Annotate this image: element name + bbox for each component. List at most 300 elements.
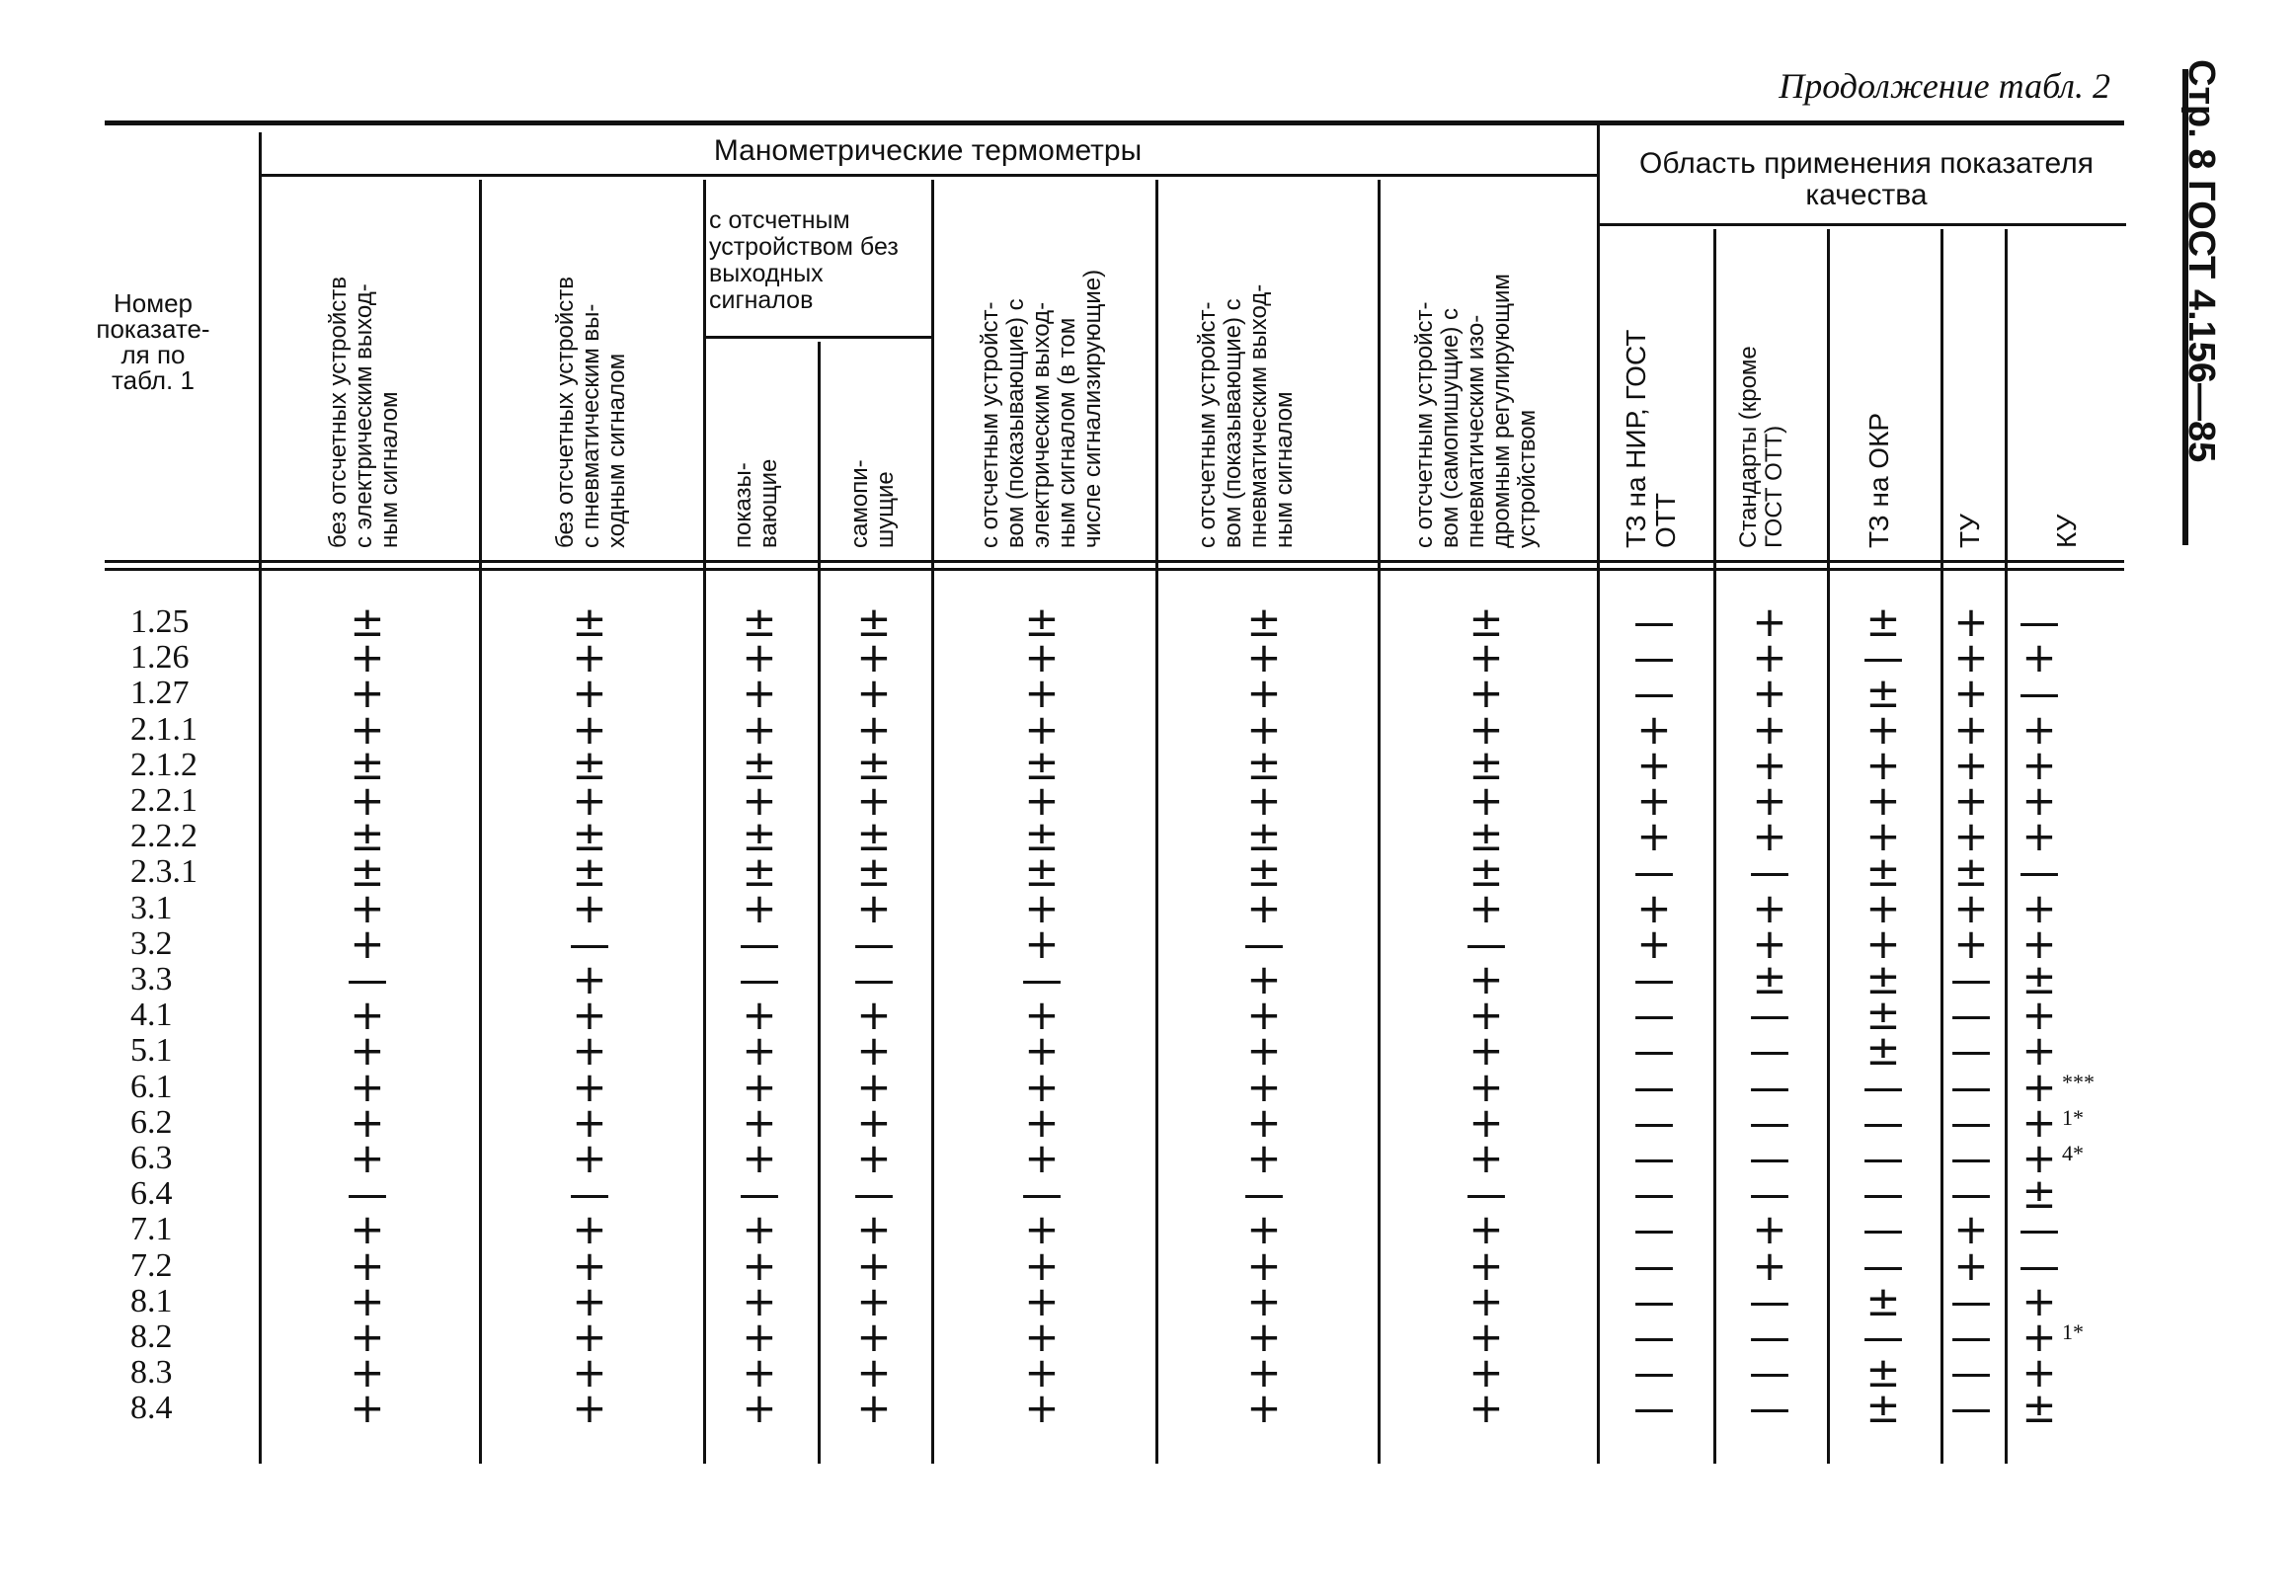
footnote-mark: *** (2062, 1069, 2095, 1094)
table-cell: — (1950, 1134, 1992, 1182)
table-cell: ± (1246, 598, 1282, 646)
table-cell: ± (856, 740, 892, 789)
table-cell: + (1246, 633, 1282, 682)
table-cell: + (742, 633, 777, 682)
table-cell: — (1633, 847, 1675, 897)
table-cell: + (1024, 1062, 1060, 1111)
table-cell: + (856, 1205, 892, 1254)
table-cell: — (1749, 1062, 1790, 1111)
table-cell: + (1246, 1384, 1282, 1433)
table-cell: + (2021, 991, 2057, 1040)
table-cell: + (1468, 704, 1504, 754)
table-cell: + (1468, 1062, 1504, 1111)
row-number: 4.1 (130, 997, 173, 1034)
table-cell: — (853, 918, 895, 968)
table-cell: ± (1246, 812, 1282, 861)
table-cell: — (1633, 1169, 1675, 1219)
table-cell: — (1465, 918, 1507, 968)
table-cell: + (2021, 740, 2057, 789)
row-number: 7.2 (130, 1246, 173, 1284)
table-cell: — (1950, 1348, 1992, 1397)
table-cell: + (856, 991, 892, 1040)
table-cell: + (2021, 633, 2057, 682)
row-number-header: Номер показате- ля по табл. 1 (96, 288, 210, 395)
table-cell: + (742, 776, 777, 825)
table-cell: — (1950, 1169, 1992, 1219)
table-cell: — (1749, 1348, 1790, 1397)
table-cell: ± (2021, 1384, 2057, 1433)
table-cell: ± (1468, 847, 1504, 897)
table-cell: + (350, 669, 385, 718)
table-cell: + (1024, 883, 1060, 932)
table-cell: ± (572, 812, 607, 861)
table-cell: + (2021, 704, 2057, 754)
table-cell: + (742, 883, 777, 932)
table-cell: + (1752, 883, 1787, 932)
footnote-mark: 1* (2062, 1319, 2084, 1344)
table-cell: + (2021, 1348, 2057, 1397)
row-number: 2.1.1 (130, 710, 198, 748)
table-cell: + (350, 1348, 385, 1397)
table-cell: + (856, 1348, 892, 1397)
table-cell: + (1468, 633, 1504, 682)
table-cell: + (350, 1205, 385, 1254)
table-cell: — (1950, 1384, 1992, 1433)
table-cell: + (572, 1026, 607, 1076)
table-cell: + (350, 633, 385, 682)
table-cell: ± (572, 598, 607, 646)
table-cell: + (572, 704, 607, 754)
table-cell: — (1633, 1062, 1675, 1111)
row-number: 3.3 (130, 961, 173, 998)
table-cell: + (572, 1348, 607, 1397)
table-cell: ± (1865, 847, 1901, 897)
table-cell: + (1752, 1240, 1787, 1290)
table-cell: + (1024, 991, 1060, 1040)
table-cell: + (350, 1097, 385, 1147)
table-cell: + (1246, 883, 1282, 932)
table-cell: + (1752, 598, 1787, 646)
table-cell: ± (1246, 740, 1282, 789)
footnote-mark: 4* (2062, 1141, 2084, 1165)
table-cell: + (350, 991, 385, 1040)
table-cell: + (1953, 598, 1989, 646)
row-number: 8.1 (130, 1282, 173, 1319)
table-cell: ± (350, 740, 385, 789)
table-cell: + (1865, 740, 1901, 789)
table-cell: — (2019, 598, 2060, 646)
table-cell: + (1953, 883, 1989, 932)
table-cell: ± (1246, 847, 1282, 897)
table-cell: + (350, 918, 385, 968)
table-cell: — (1633, 1240, 1675, 1290)
table-cell: + (856, 669, 892, 718)
table-cell: — (1950, 1026, 1992, 1076)
col-divider (1378, 180, 1381, 1464)
table-cell: + (1468, 1134, 1504, 1182)
col-header-7: с отсчетным устройст- вом (самопишущие) с пневматическим изо- дромным регулирующим устройством (1411, 274, 1541, 548)
group-left-rule (259, 174, 1597, 177)
col-divider (703, 180, 706, 1464)
table-cell: + (572, 669, 607, 718)
table-cell: — (347, 1169, 388, 1219)
table-cell: ± (1865, 1384, 1901, 1433)
table-cell: + (1468, 1348, 1504, 1397)
table-cell: — (1633, 1384, 1675, 1433)
table-cell: + (1246, 1313, 1282, 1361)
table-cell: + (572, 955, 607, 1003)
table-cell: + (350, 1026, 385, 1076)
table-cell: + (1468, 1026, 1504, 1076)
table-cell: + (1024, 1240, 1060, 1290)
table-cell: + (856, 704, 892, 754)
col-divider (818, 342, 821, 1464)
table-cell: + (1752, 812, 1787, 861)
side-header-text: Стр. 8 ГОСТ 4.156—85 (2180, 59, 2222, 463)
table-cell: + (856, 1276, 892, 1325)
table-cell: + (742, 1313, 777, 1361)
table-cell: + (572, 1062, 607, 1111)
col-divider (259, 132, 262, 1464)
table-cell: + (2021, 1062, 2057, 1111)
table-cell: + (1024, 1097, 1060, 1147)
table-cell: + (742, 991, 777, 1040)
table-cell: + (1752, 740, 1787, 789)
table-cell: + (572, 776, 607, 825)
table-cell: ± (1865, 1026, 1901, 1076)
table-cell: — (1862, 1134, 1904, 1182)
table-cell: + (350, 883, 385, 932)
table-cell: — (1862, 1097, 1904, 1147)
table-cell: + (856, 633, 892, 682)
table-top-rule (105, 120, 2124, 125)
table-cell: + (572, 1384, 607, 1433)
table-cell: + (1953, 918, 1989, 968)
table-cell: + (1246, 1097, 1282, 1147)
table-cell: — (2019, 1240, 2060, 1290)
col-divider (1827, 229, 1830, 1464)
table-cell: — (1021, 1169, 1063, 1219)
table-cell: ± (1953, 847, 1989, 897)
table-cell: + (2021, 883, 2057, 932)
table-cell: + (2021, 1276, 2057, 1325)
row-number: 8.3 (130, 1354, 173, 1392)
row-number: 8.2 (130, 1318, 173, 1355)
table-cell: — (853, 1169, 895, 1219)
table-cell: + (1953, 669, 1989, 718)
table-cell: + (1752, 633, 1787, 682)
table-cell: — (1633, 1026, 1675, 1076)
table-cell: — (1633, 598, 1675, 646)
subgroup-counting-title: с отсчетным устройством без выходных сигналов (709, 206, 899, 314)
table-cell: + (2021, 1097, 2057, 1147)
table-cell: — (1862, 1169, 1904, 1219)
table-cell: + (1468, 776, 1504, 825)
table-cell: + (1953, 633, 1989, 682)
table-cell: ± (1024, 598, 1060, 646)
table-cell: + (572, 1097, 607, 1147)
table-cell: + (572, 1205, 607, 1254)
table-cell: — (1021, 955, 1063, 1003)
header-bottom-rule-2 (105, 568, 2124, 571)
table-cell: ± (1865, 955, 1901, 1003)
col-header-4: самопи- шущие (846, 459, 899, 548)
table-cell: — (1633, 1313, 1675, 1361)
row-number: 7.1 (130, 1211, 173, 1248)
table-cell: + (2021, 918, 2057, 968)
table-cell: + (572, 991, 607, 1040)
table-cell: + (1865, 883, 1901, 932)
table-cell: ± (2021, 955, 2057, 1003)
table-cell: + (856, 1240, 892, 1290)
row-number: 1.27 (130, 675, 190, 712)
table-cell: + (350, 1276, 385, 1325)
table-cell: ± (1024, 740, 1060, 789)
table-cell: + (1024, 633, 1060, 682)
col-divider (1597, 120, 1600, 1464)
table-continuation-caption: Продолжение табл. 2 (1779, 66, 2110, 106)
table-cell: + (572, 1240, 607, 1290)
col-header-3: показы- вающие (730, 458, 782, 548)
col-header-6: с отсчетным устройст- вом (показывающие) с пневматическим выход- ным сигналом (1194, 283, 1298, 548)
table-cell: — (1749, 1026, 1790, 1076)
table-cell: + (350, 1062, 385, 1111)
table-cell: — (1749, 1384, 1790, 1433)
table-cell: — (1950, 1276, 1992, 1325)
col-divider (479, 180, 482, 1464)
table-cell: + (856, 1062, 892, 1111)
row-number: 8.4 (130, 1390, 173, 1427)
table-cell: + (1246, 1348, 1282, 1397)
table-cell: ± (1865, 598, 1901, 646)
table-cell: + (1953, 776, 1989, 825)
row-number: 6.1 (130, 1068, 173, 1105)
table-cell: ± (1468, 740, 1504, 789)
table-cell: — (2019, 1205, 2060, 1254)
table-cell: — (1749, 1276, 1790, 1325)
table-cell: + (2021, 1313, 2057, 1361)
table-cell: — (1633, 633, 1675, 682)
table-cell: + (1024, 704, 1060, 754)
table-cell: — (1862, 633, 1904, 682)
table-cell: ± (350, 847, 385, 897)
col-divider (1155, 180, 1158, 1464)
row-number: 2.2.1 (130, 782, 198, 819)
table-cell: ± (1468, 812, 1504, 861)
table-cell: + (742, 1062, 777, 1111)
table-cell: + (1636, 883, 1672, 932)
table-cell: + (1468, 955, 1504, 1003)
table-cell: + (1953, 740, 1989, 789)
table-cell: + (1953, 812, 1989, 861)
table-cell: — (1633, 991, 1675, 1040)
table-cell: — (1633, 1348, 1675, 1397)
table-cell: + (1953, 1205, 1989, 1254)
table-cell: + (1468, 1313, 1504, 1361)
table-cell: + (1752, 704, 1787, 754)
table-cell: + (1024, 1384, 1060, 1433)
table-cell: — (1633, 669, 1675, 718)
table-cell: + (1246, 1205, 1282, 1254)
table-cell: — (1862, 1062, 1904, 1111)
table-cell: + (742, 1348, 777, 1397)
table-cell: + (1752, 918, 1787, 968)
table-cell: + (1636, 704, 1672, 754)
table-cell: + (1468, 1384, 1504, 1433)
table-cell: ± (1024, 847, 1060, 897)
row-number: 2.2.2 (130, 818, 198, 855)
table-cell: + (350, 776, 385, 825)
table-cell: — (853, 955, 895, 1003)
table-cell: + (1636, 918, 1672, 968)
table-cell: + (1752, 1205, 1787, 1254)
table-cell: + (1246, 955, 1282, 1003)
table-cell: ± (856, 847, 892, 897)
row-number: 1.26 (130, 639, 190, 677)
group-title-application: Область применения показателя качества (1639, 147, 2094, 211)
table-cell: — (1749, 991, 1790, 1040)
footnote-mark: 1* (2062, 1104, 2084, 1130)
table-cell: + (2021, 1134, 2057, 1182)
col-header-8: ТЗ на НИР, ГОСТ ОТТ (1621, 329, 1681, 548)
table-cell: — (1950, 1097, 1992, 1147)
row-number: 2.3.1 (130, 853, 198, 891)
table-cell: + (742, 1205, 777, 1254)
table-cell: — (1633, 1134, 1675, 1182)
table-cell: + (1246, 1026, 1282, 1076)
table-cell: — (1862, 1313, 1904, 1361)
table-cell: ± (856, 598, 892, 646)
table-cell: — (1749, 1169, 1790, 1219)
table-cell: ± (572, 740, 607, 789)
table-cell: ± (2021, 1169, 2057, 1219)
table-cell: + (1246, 1240, 1282, 1290)
table-cell: + (1636, 740, 1672, 789)
table-cell: + (1865, 918, 1901, 968)
table-cell: + (2021, 1026, 2057, 1076)
row-number: 5.1 (130, 1032, 173, 1070)
row-number: 2.1.2 (130, 746, 198, 783)
table-cell: + (1246, 1276, 1282, 1325)
group-title-manometric: Манометрические термометры (713, 134, 1143, 167)
table-cell: + (1752, 776, 1787, 825)
table-cell: — (739, 955, 780, 1003)
table-cell: + (742, 1026, 777, 1076)
table-cell: + (1024, 776, 1060, 825)
table-cell: + (1024, 918, 1060, 968)
table-cell: + (350, 704, 385, 754)
table-cell: ± (742, 598, 777, 646)
table-cell: + (742, 1097, 777, 1147)
group-right-rule (1597, 223, 2126, 226)
table-cell: + (1024, 1313, 1060, 1361)
col-header-1: без отсчетных устройств с электрическим выход- ным сигналом (325, 276, 403, 548)
row-number: 1.25 (130, 603, 190, 640)
table-cell: + (1468, 1097, 1504, 1147)
table-cell: + (856, 1026, 892, 1076)
table-cell: + (1865, 704, 1901, 754)
table-cell: + (1246, 704, 1282, 754)
table-cell: + (856, 883, 892, 932)
row-number: 3.1 (130, 889, 173, 926)
table-cell: + (742, 1134, 777, 1182)
table-cell: — (1633, 1276, 1675, 1325)
table-cell: ± (1865, 991, 1901, 1040)
table-cell: + (1246, 776, 1282, 825)
table-cell: + (1865, 812, 1901, 861)
table-cell: + (1468, 1276, 1504, 1325)
table-cell: + (1953, 1240, 1989, 1290)
table-cell: + (1246, 669, 1282, 718)
table-cell: + (856, 1134, 892, 1182)
table-cell: — (1862, 1240, 1904, 1290)
table-cell: ± (1468, 598, 1504, 646)
table-cell: + (1246, 991, 1282, 1040)
table-cell: — (2019, 847, 2060, 897)
table-cell: — (347, 955, 388, 1003)
table-cell: + (1024, 1026, 1060, 1076)
table-cell: + (572, 1276, 607, 1325)
table-cell: + (350, 1240, 385, 1290)
table-cell: ± (856, 812, 892, 861)
table-cell: — (1950, 955, 1992, 1003)
table-cell: — (1749, 1313, 1790, 1361)
col-header-5: с отсчетным устройст- вом (показывающие) с электрическим выход- ным сигналом (в том числе сигнализирующие) (977, 269, 1106, 548)
table-cell: + (350, 1384, 385, 1433)
table-cell: ± (572, 847, 607, 897)
table-cell: + (856, 1384, 892, 1433)
table-cell: + (572, 633, 607, 682)
table-cell: — (1633, 955, 1675, 1003)
table-cell: ± (1752, 955, 1787, 1003)
table-cell: + (1024, 1205, 1060, 1254)
table-cell: ± (1865, 1348, 1901, 1397)
table-cell: + (1468, 1240, 1504, 1290)
table-cell: ± (350, 812, 385, 861)
table-cell: + (1024, 669, 1060, 718)
table-cell: — (1633, 1205, 1675, 1254)
table-cell: + (572, 1313, 607, 1361)
col-divider (931, 180, 934, 1464)
table-cell: + (1636, 812, 1672, 861)
table-cell: — (569, 1169, 610, 1219)
table-cell: — (2019, 669, 2060, 718)
table-cell: + (1752, 669, 1787, 718)
col-header-11: ТУ (1954, 514, 1985, 548)
table-cell: + (742, 1240, 777, 1290)
table-cell: ± (742, 740, 777, 789)
table-cell: + (1953, 704, 1989, 754)
subgroup-rule (704, 336, 931, 339)
table-cell: + (572, 883, 607, 932)
table-cell: + (350, 1134, 385, 1182)
table-cell: — (569, 918, 610, 968)
table-cell: + (2021, 776, 2057, 825)
table-cell: — (739, 918, 780, 968)
table-cell: + (1024, 1134, 1060, 1182)
table-cell: + (856, 1313, 892, 1361)
table-cell: ± (742, 847, 777, 897)
table-cell: — (1950, 991, 1992, 1040)
table-cell: + (1468, 991, 1504, 1040)
table-cell: + (572, 1134, 607, 1182)
col-header-9: Стандарты (кроме ГОСТ ОТТ) (1735, 346, 1787, 548)
table-cell: — (1749, 847, 1790, 897)
row-number: 3.2 (130, 924, 173, 962)
table-cell: — (1950, 1313, 1992, 1361)
table-cell: ± (1865, 669, 1901, 718)
table-cell: + (1024, 1348, 1060, 1397)
